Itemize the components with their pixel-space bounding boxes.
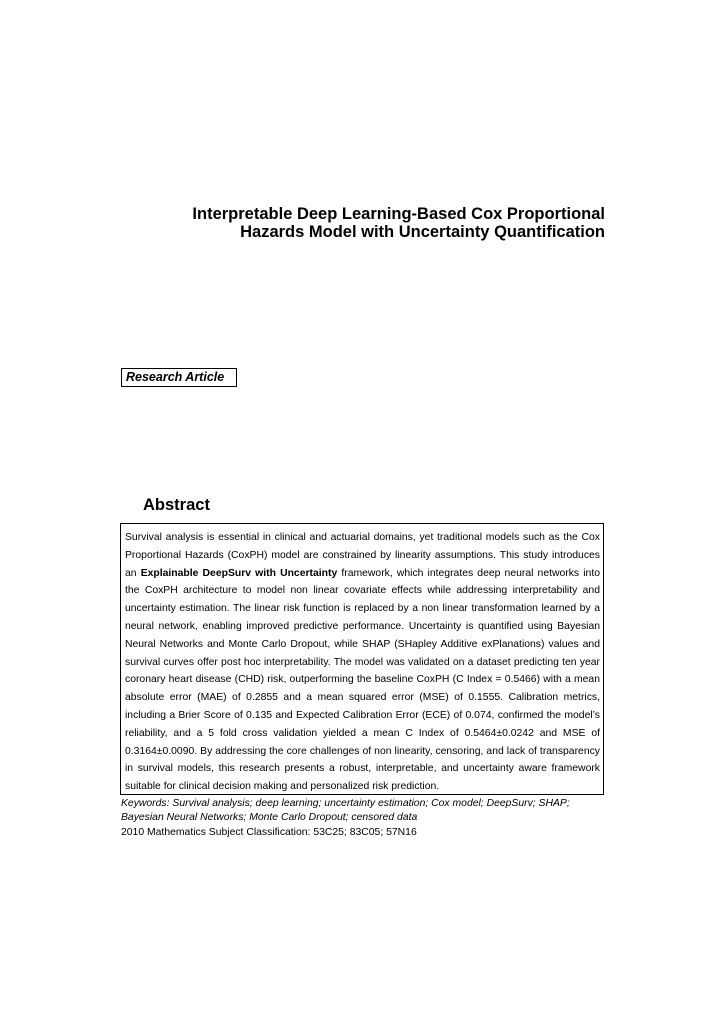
abstract-text: [125, 529, 600, 796]
abstract-text-part-1: Survival analysis is essential in clinical and actuarial domains, yet traditional models such as the Cox Proportional Hazards (CoxPH) model are constrained by linearity assumptions. This study introduces an: [125, 532, 600, 579]
framework-name: Explainable DeepSurv with Uncertainty: [140, 567, 338, 579]
abstract-heading: Abstract: [143, 496, 210, 514]
paper-title-line-1: Interpretable Deep Learning-Based Cox Proportional: [192, 205, 605, 223]
subject-classification: 2010 Mathematics Subject Classification: 53C25; 83C05; 57N16: [121, 827, 417, 838]
paper-title: [150, 205, 605, 241]
article-type-label: Research Article: [121, 368, 237, 387]
abstract-box: [120, 523, 604, 795]
paper-title-line-2: Hazards Model with Uncertainty Quantification: [240, 223, 605, 241]
abstract-text-part-2: framework, which integrates deep neural networks into the CoxPH architecture to model non linear covariate effects while addressing interpretability and uncertainty estimation. The linear risk function is replaced by a non linear transformation learned by a neural network, enabling improved predictive performance. Uncertainty is quantified using Bayesian Neural Networks and Monte Carlo Dropout, while SHAP (SHapley Additive exPlanations) values and survival curves offer post hoc interpretability. The model was validated on a dataset predicting ten year coronary heart disease (CHD) risk, outperforming the baseline CoxPH (C Index = 0.5466) with a mean absolute error (MAE) of 0.2855 and a mean squared error (MSE) of 0.1555. Calibration metrics, including a Brier Score of 0.135 and Expected Calibration Error (ECE) of 0.074, confirmed the model’s reliability, and a 5 fold cross validation yielded a mean C Index of 0.5464±0.0242 and MSE of 0.3164±0.0090. By addressing the core challenges of non linearity, censoring, and lack of transparency in survival models, this research presents a robust, interpretable, and uncertainty aware framework suitable for clinical decision making and personalized risk prediction.: [125, 567, 600, 793]
keywords: Keywords: Survival analysis; deep learning; uncertainty estimation; Cox model; DeepSurv; SHAP; Bayesian Neural Networks; Monte Carlo Dropout; censored data: [121, 798, 570, 823]
